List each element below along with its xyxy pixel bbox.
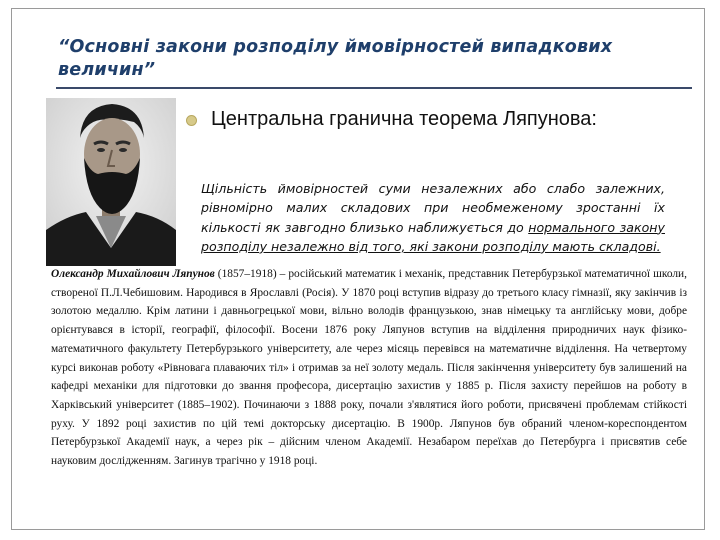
bio-text: (1857–1918) – російський математик і механік, представник Петербурзької математичної школи, створеної П.Л.Чебишовим. Народився в Ярославлі (Росія). У 1870 році вступив відразу до третього класу гімназії, яку закінчив із золотою медаллю. Крім латини і давньогрецької мови, вільно володів французькою, знав німецьку та англійську мови, добре орієнтувався в історії, географії, філософії. Восени 1876 року Ляпунов вступив на відділення природничих наук фізико-математичного факультету Петербурзького університету, але через місяць перевівся на математичне відділення. На четвертому курсі виконав роботу «Рівновага плаваючих тіл» і отримав за неї золоту медаль. Після закінчення університету був залишений на кафедрі механіки для підготовки до звання професора, дисертацію захистив у 1885 р. Після захисту перейшов на роботу в Харківський університет (1885–1902). Починаючи з 1888 року, почали з'являтися його роботи, присвячені проблемам стійкості руху. У 1892 році захистив по цій темі докторську дисертацію. В 1900р. Ляпунов був обраний членом-кореспондентом Петербурзької Академії наук, а через рік – дійсним членом Академії. Незабаром переїхав до Петербурга і присвятив себе науковим дослідженням. Загинув трагічно у 1918 році. [51,268,688,468]
quote-text: Щільність ймовірностей суми незалежних або слабо залежних, рівномірно малих складових при необмеженому зростанні їх кількості як завгодно близько наближується до [201,181,665,235]
portrait-image [46,98,176,266]
portrait-drawing [46,98,176,266]
title-divider [56,87,692,89]
bullet-dot-icon [186,115,197,126]
bullet-theorem [186,104,686,134]
biography-paragraph [51,265,687,471]
quote-underlined-text: нормального закону розподілу незалежно від того, які закони розподілу мають складові. [201,219,665,254]
bullet-text: Центральна гранична теорема Ляпунова: [211,107,597,130]
bio-name: Олександр Михайлович Ляпунов [51,268,215,280]
theorem-quote [201,179,665,256]
slide-title: “Основні закони розподілу ймовірностей випадкових величин” [58,37,613,80]
